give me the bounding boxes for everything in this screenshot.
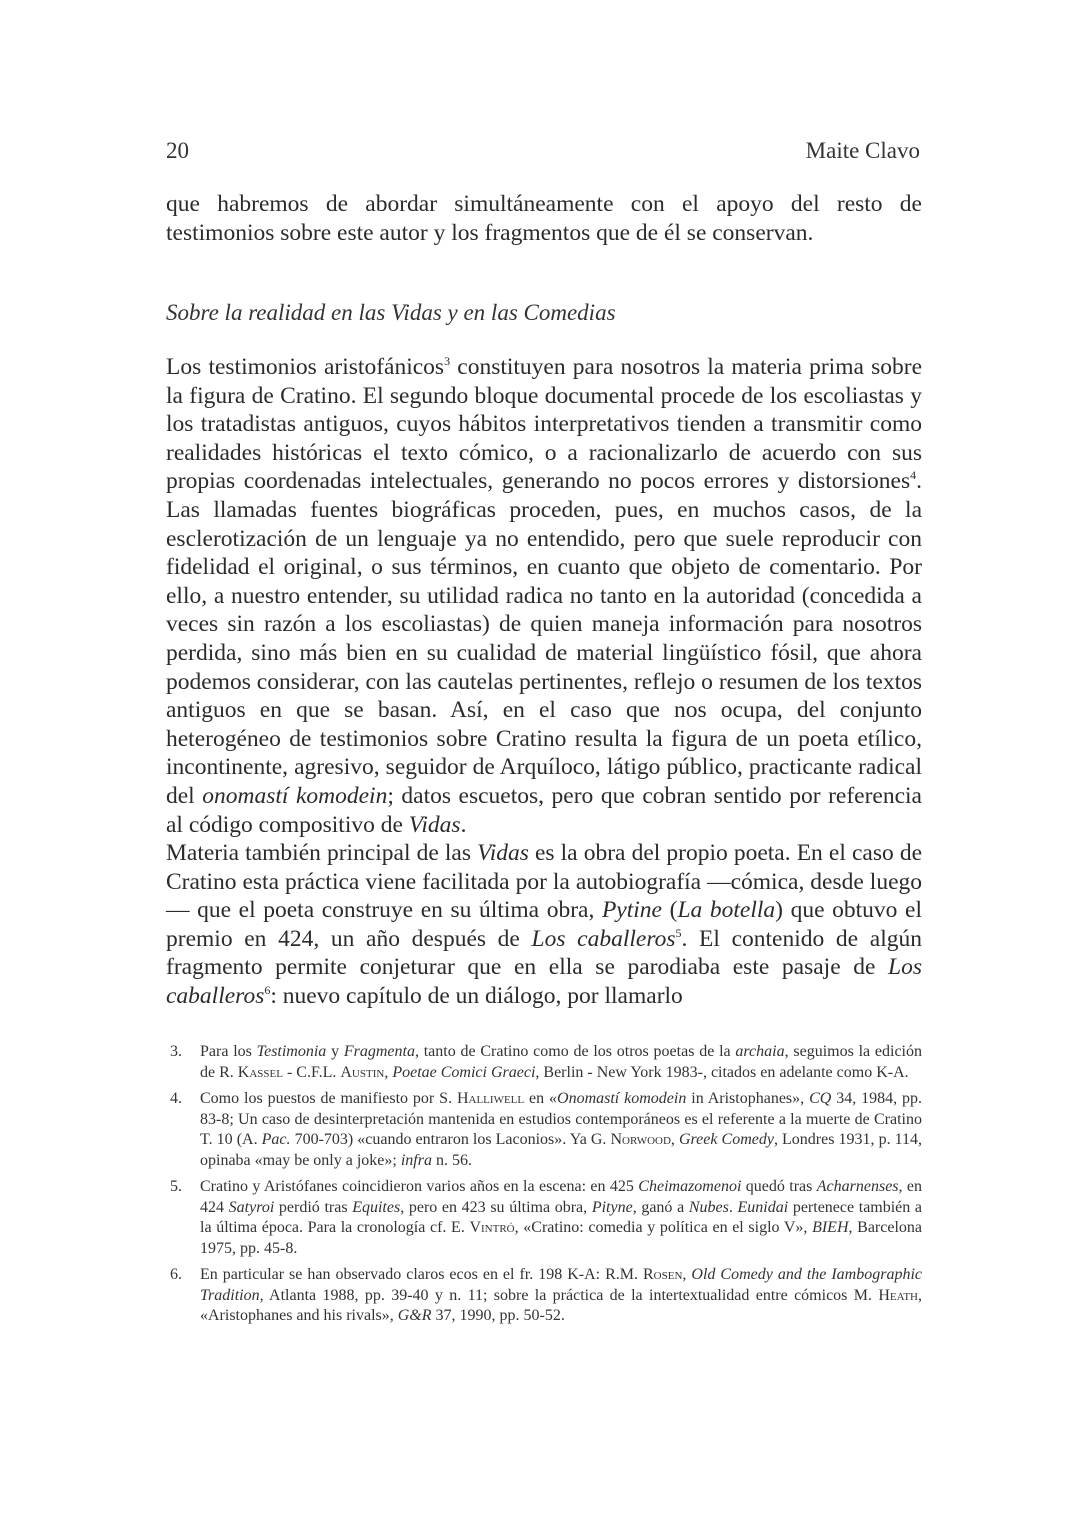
text-run: Como los puestos de manifiesto por S. — [200, 1090, 457, 1107]
text-run: quedó tras — [741, 1178, 817, 1195]
text-run: y — [326, 1043, 344, 1060]
author-name: Austin — [340, 1063, 385, 1081]
text-run: , tanto de Cratino como de los otros poetas de la — [414, 1043, 736, 1060]
italic-term: G&R — [397, 1307, 432, 1324]
main-text — [166, 353, 922, 1011]
running-title: Maite Clavo — [805, 138, 920, 163]
author-name: Norwood — [610, 1131, 671, 1148]
italic-term: Old Comedy and the Iambographic Tradition — [200, 1266, 923, 1304]
text-run: , Barcelona 1975, pp. 45-8. — [200, 1219, 922, 1257]
footnote-number: 6. — [170, 1266, 182, 1283]
italic-term: Vidas — [477, 840, 529, 867]
text-run: , pero en 423 su última obra, — [400, 1198, 592, 1216]
italic-term: BIEH — [812, 1219, 849, 1236]
running-header — [166, 138, 920, 164]
text-run: , Londres 1931, p. 114, opinaba «may be only a joke»; — [200, 1131, 923, 1169]
italic-term: Pac. — [261, 1131, 291, 1148]
intro-text: que habremos de abordar simultáneamente con el apoyo del resto de testimonios sobre este autor y los fragmentos que de él se conservan. — [166, 191, 922, 246]
author-name: Kassel — [237, 1063, 283, 1081]
section-heading: Sobre la realidad en las Vidas y en las Comedias — [166, 300, 616, 325]
italic-term: Equites — [352, 1198, 401, 1216]
text-run: perdió tras — [274, 1198, 353, 1216]
text-run: 700-703) «cuando entraron los Laconios». Ya G. — [290, 1131, 611, 1148]
text-run: Los testimonios aristofánicos — [166, 354, 445, 380]
text-run: , seguimos la edición de R. — [200, 1043, 922, 1081]
text-run: 34, 1984, pp. 83-8; Un caso de desinterpretación mantenida en estudios contemporáneos es el referente a la muerte de Cratino T. 10 (A. — [200, 1090, 923, 1148]
text-run: , — [682, 1266, 692, 1283]
text-run: pertenece también a la última época. Para la cronología cf. E. — [200, 1198, 923, 1236]
italic-term: Fragmenta — [343, 1043, 415, 1060]
author-name: Vintró — [469, 1219, 515, 1236]
paragraph-1 — [166, 353, 922, 839]
italic-term: Los caballeros — [531, 925, 676, 952]
text-run: , «Aristophanes and his rivals», — [200, 1286, 922, 1324]
text-run: , en 424 — [200, 1178, 923, 1216]
text-run: Materia también principal de las — [166, 840, 478, 867]
text-run: . — [460, 811, 467, 838]
text-run: . — [728, 1198, 738, 1216]
italic-term: CQ — [809, 1090, 832, 1107]
text-run: , Berlin - New York 1983-, citados en adelante como K-A. — [535, 1063, 909, 1081]
italic-term: Pityne — [591, 1198, 633, 1216]
text-run: , — [670, 1131, 679, 1148]
paragraph-2 — [166, 839, 922, 1011]
text-run: . El contenido de algún fragmento permite conjeturar que en ella se parodiaba este pasaje de — [166, 925, 922, 981]
author-name: Rosen — [643, 1266, 683, 1283]
footnote-6 — [166, 1265, 922, 1327]
italic-term: infra — [400, 1151, 432, 1169]
italic-term: Vidas — [408, 811, 461, 838]
italic-term: Satyroi — [228, 1198, 275, 1216]
italic-term: Los caballeros — [166, 954, 922, 1010]
text-run: es la obra del propio poeta. En el caso de Cratino esta práctica viene facilitada por la autobiografía —cómica, desde luego— que el poeta construye en su última obra, — [166, 840, 922, 924]
footnote-number: 4. — [170, 1090, 182, 1107]
footnote-ref-5[interactable]: 5 — [675, 926, 682, 941]
footnote-5 — [166, 1177, 922, 1259]
italic-term: Acharnenses — [816, 1178, 899, 1195]
text-run: constituyen para nosotros la materia prima sobre la figura de Cratino. El segundo bloque documental procede de los escoliastas y los tratadistas antiguos, cuyos hábitos interpretativos tienden a transmitir como realidades históricas el texto cómico, o a racionalizarlo de acuerdo con sus propias coordenadas intelectuales, generando no pocos errores y distorsiones — [166, 354, 922, 495]
italic-term: La botella — [677, 897, 776, 924]
italic-term: Nubes — [688, 1198, 729, 1216]
text-run: , Atlanta 1988, pp. 39-40 y n. 11; sobre la práctica de la intertextualidad entre cómicos M. — [259, 1286, 879, 1304]
footnote-number: 5. — [170, 1178, 182, 1195]
text-run: , «Cratino: comedia y política en el siglo V», — [514, 1219, 813, 1236]
text-run: . Las llamadas fuentes biográficas proceden, pues, en muchos casos, de la esclerotización de un lenguaje ya no entendido, pero que suele reproducir con fidelidad el original, o sus términos, en cuanto que objeto de comentario. Por ello, a nuestro entender, su utilidad radica no tanto en la autoridad (concedida a veces sin razón a los escoliastas) de quien maneja información para nosotros perdida, sino más bien en su cualidad de material lingüístico fósil, que ahora podemos considerar, con las cautelas pertinentes, reflejo o resumen de los textos antiguos en que se basan. Así, en el caso que nos ocupa, del conjunto heterogéneo de testimonios sobre Cratino resulta la figura de un poeta etílico, incontinente, agresivo, seguidor de Arquíloco, látigo público, practicante radical del — [166, 468, 922, 809]
text-run: en « — [524, 1090, 558, 1107]
italic-term: Greek Comedy — [678, 1131, 774, 1148]
text-run: En particular se han observado claros ecos en el fr. 198 K-A: R.M. — [200, 1266, 643, 1283]
intro-paragraph — [166, 190, 922, 247]
italic-term: Onomastí komodein — [557, 1090, 687, 1107]
author-name: Halliwell — [456, 1090, 525, 1107]
text-run: n. 56. — [431, 1151, 472, 1169]
text-run: ) que obtuvo el premio en 424, un año después de — [166, 897, 923, 952]
footnotes — [166, 1042, 922, 1333]
text-run: ( — [661, 897, 678, 924]
footnote-ref-3[interactable]: 3 — [444, 354, 451, 369]
italic-term: Cheimazomenoi — [638, 1178, 742, 1195]
italic-term: onomastí komodein — [202, 782, 388, 809]
italic-term: Pytine — [601, 897, 662, 924]
text-run: ; datos escuetos, pero que cobran sentido por referencia al código compositivo de — [166, 782, 922, 838]
italic-term: Testimonia — [256, 1043, 327, 1060]
italic-term: Poetae Comici Graeci — [392, 1063, 536, 1081]
text-run: : nuevo capítulo de un diálogo, por llamarlo — [270, 983, 683, 1010]
footnote-ref-6[interactable]: 6 — [264, 983, 271, 998]
footnote-3 — [166, 1042, 922, 1083]
footnote-number: 3. — [170, 1043, 182, 1060]
text-run: in Aristophanes», — [686, 1090, 810, 1107]
text-run: Para los — [200, 1043, 257, 1060]
footnote-ref-4[interactable]: 4 — [910, 468, 917, 483]
footnote-4 — [166, 1089, 922, 1171]
author-name: Heath — [878, 1286, 918, 1304]
italic-term: Eunidai — [737, 1198, 789, 1216]
text-run: , ganó a — [632, 1198, 689, 1216]
italic-term: archaia — [735, 1043, 785, 1060]
text-run: Cratino y Aristófanes coincidieron varios años en la escena: en 425 — [200, 1178, 639, 1195]
text-run: - C.F.L. — [282, 1063, 341, 1081]
text-run: 37, 1990, pp. 50-52. — [431, 1307, 565, 1324]
text-run: , — [384, 1063, 393, 1081]
page-number: 20 — [166, 138, 189, 163]
